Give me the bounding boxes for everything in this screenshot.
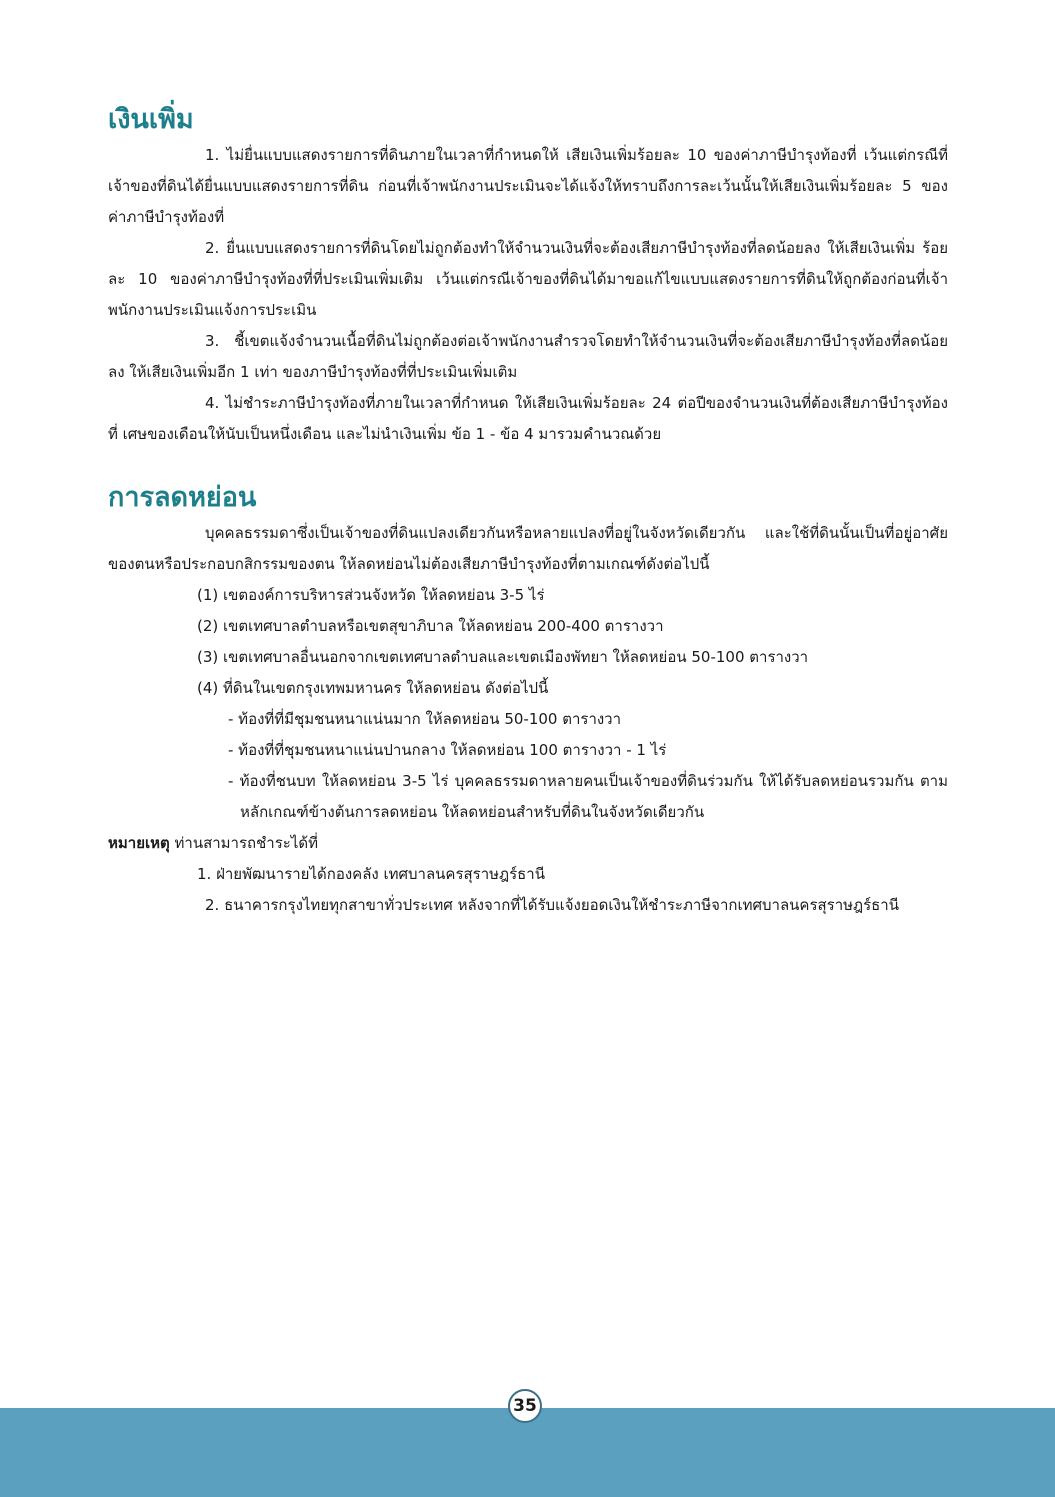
reduction-item-3: (3) เขตเทศบาลอื่นนอกจากเขตเทศบาลตำบลและเขตเมืองพัทยา ให้ลดหย่อน 50-100 ตารางวา xyxy=(197,648,809,666)
note-label: หมายเหตุ xyxy=(108,834,170,852)
page-content xyxy=(108,100,948,921)
reduction-item-2: (2) เขตเทศบาลตำบลหรือเขตสุขาภิบาล ให้ลดหย่อน 200-400 ตารางวา xyxy=(197,617,664,635)
reduction-subitem-2: - ท้องที่ที่ชุมชนหนาแน่นปานกลาง ให้ลดหย่อน 100 ตารางวา - 1 ไร่ xyxy=(228,741,667,759)
section-title-reduction: การลดหย่อน xyxy=(108,482,257,513)
note-line xyxy=(108,828,948,859)
reduction-intro: บุคคลธรรมดาซึ่งเป็นเจ้าของที่ดินแปลงเดียวกันหรือหลายแปลงที่อยู่ในจังหวัดเดียวกัน และใช้ที่ดินนั้นเป็นที่อยู่อาศัยของตนหรือประกอบกสิกรรมของตน ให้ลดหย่อนไม่ต้องเสียภาษีบำรุงท้องที่ตามเกณฑ์ดังต่อไปนี้ xyxy=(108,524,948,573)
reduction-section xyxy=(108,478,948,828)
surcharge-paragraph-4: 4. ไม่ชำระภาษีบำรุงท้องที่ภายในเวลาที่กำหนด ให้เสียเงินเพิ่มร้อยละ 24 ต่อปีของจำนวนเงินที่ต้องเสียภาษีบำรุงท้องที่ เศษของเดือนให้นับเป็นหนึ่งเดือน และไม่นำเงินเพิ่ม ข้อ 1 - ข้อ 4 มารวมคำนวณด้วย xyxy=(108,394,948,443)
note-item-2: 2. ธนาคารกรุงไทยทุกสาขาทั่วประเทศ หลังจากที่ได้รับแจ้งยอดเงินให้ชำระภาษีจากเทศบาลนครสุราษฎร์ธานี xyxy=(205,896,899,914)
reduction-item-1: (1) เขตองค์การบริหารส่วนจังหวัด ให้ลดหย่อน 3-5 ไร่ xyxy=(197,586,545,604)
page-number: 35 xyxy=(508,1389,542,1423)
surcharge-paragraph-3: 3. ชี้เขตแจ้งจำนวนเนื้อที่ดินไม่ถูกต้องต่อเจ้าพนักงานสำรวจโดยทำให้จำนวนเงินที่จะต้องเสียภาษีบำรุงท้องที่ลดน้อยลง ให้เสียเงินเพิ่มอีก 1 เท่า ของภาษีบำรุงท้องที่ที่ประเมินเพิ่มเติม xyxy=(108,332,948,381)
surcharge-paragraph-1: 1. ไม่ยื่นแบบแสดงรายการที่ดินภายในเวลาที่กำหนดให้ เสียเงินเพิ่มร้อยละ 10 ของค่าภาษีบำรุงท้องที่ เว้นแต่กรณีที่เจ้าของที่ดินได้ยื่นแบบแสดงรายการที่ดิน ก่อนที่เจ้าพนักงานประเมินจะได้แจ้งให้ทราบถึงการละเว้นนั้นให้เสียเงินเพิ่มร้อยละ 5 ของค่าภาษีบำรุงท้องที่ xyxy=(108,146,948,226)
reduction-subitem-1: - ท้องที่ที่มีชุมชนหนาแน่นมาก ให้ลดหย่อน 50-100 ตารางวา xyxy=(228,710,622,728)
reduction-subitem-3: - ท้องที่ชนบท ให้ลดหย่อน 3-5 ไร่ บุคคลธรรมดาหลายคนเป็นเจ้าของที่ดินร่วมกัน ให้ได้รับลดหย่อนรวมกัน ตามหลักเกณฑ์ข้างต้นการลดหย่อน ให้ลดหย่อนสำหรับที่ดินในจังหวัดเดียวกัน xyxy=(228,772,948,821)
note-item-1: 1. ฝ่ายพัฒนารายได้กองคลัง เทศบาลนครสุราษฎร์ธานี xyxy=(197,865,545,883)
reduction-item-4: (4) ที่ดินในเขตกรุงเทพมหานคร ให้ลดหย่อน ดังต่อไปนี้ xyxy=(197,679,549,697)
surcharge-paragraph-2: 2. ยื่นแบบแสดงรายการที่ดินโดยไม่ถูกต้องทำให้จำนวนเงินที่จะต้องเสียภาษีบำรุงท้องที่ลดน้อยลง ให้เสียเงินเพิ่ม ร้อยละ 10 ของค่าภาษีบำรุงท้องที่ที่ประเมินเพิ่มเติม เว้นแต่กรณีเจ้าของที่ดินได้มาขอแก้ไขแบบแสดงรายการที่ดินให้ถูกต้องก่อนที่เจ้าพนักงานประเมินแจ้งการประเมิน xyxy=(108,239,948,319)
note-text: ท่านสามารถชำระได้ที่ xyxy=(169,834,318,852)
section-title-surcharge: เงินเพิ่ม xyxy=(108,104,194,135)
